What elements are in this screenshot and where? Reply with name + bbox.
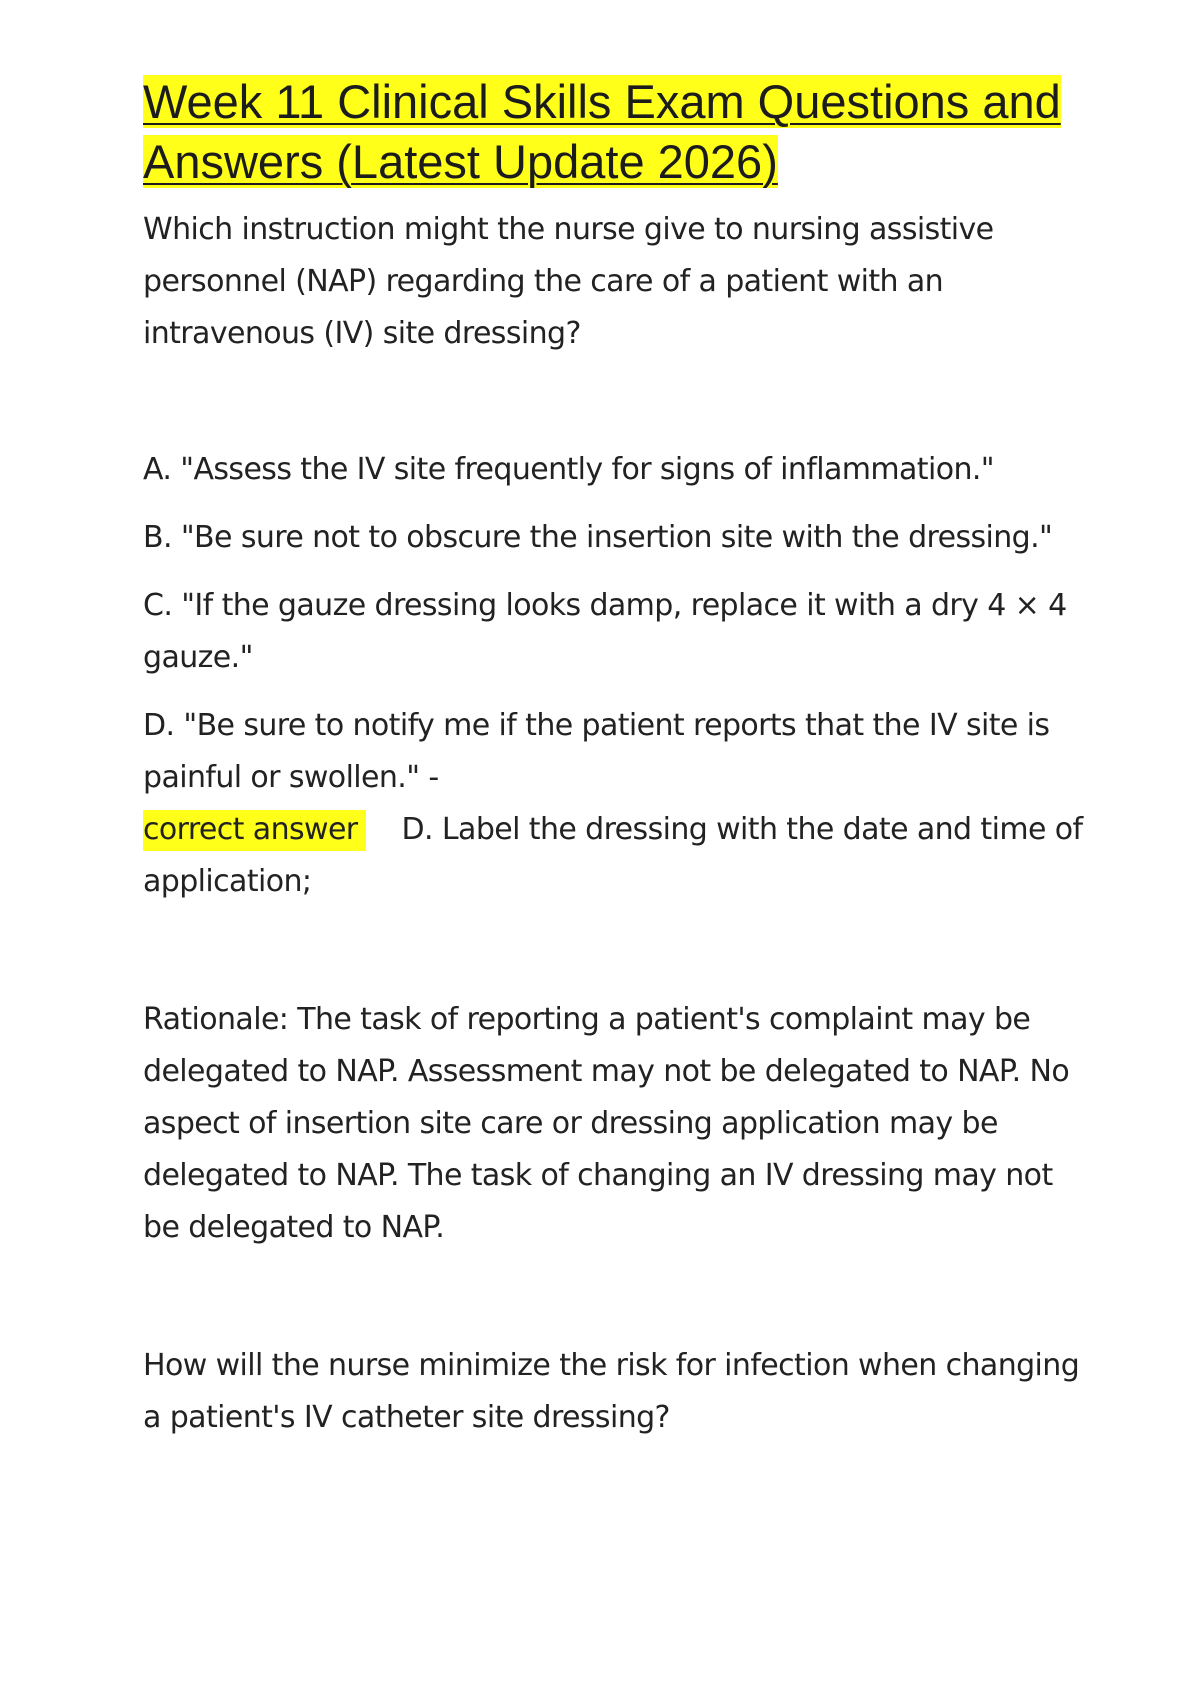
question-2-prompt: How will the nurse minimize the risk for infection when changing a patient's IV catheter site dressing?	[143, 1348, 1080, 1435]
question-1-rationale: Rationale: The task of reporting a patient's complaint may be delegated to NAP. Assessment may not be delegated to NAP. No aspect of insertion site care or dressing application may be delegated to NAP. The task of changing an IV dressing may not be delegated to NAP.	[143, 1002, 1070, 1245]
document-title	[143, 72, 1093, 192]
question-1-option-c: C. "If the gauze dressing looks damp, replace it with a dry 4 × 4 gauze."	[143, 588, 1067, 675]
question-1-answer	[143, 804, 1093, 908]
spacer	[143, 360, 1093, 444]
correct-answer-label: correct answer	[143, 810, 366, 851]
document-title-text: Week 11 Clinical Skills Exam Questions and Answers (Latest Update 2026)	[143, 75, 1061, 188]
spacer	[143, 908, 1093, 994]
question-1-prompt: Which instruction might the nurse give to nursing assistive personnel (NAP) regarding the care of a patient with an intravenous (IV) site dressing?	[143, 212, 994, 351]
correct-answer-text: D. Label the dressing with the date and time of application;	[143, 812, 1083, 899]
document-page	[143, 72, 1093, 1444]
spacer	[143, 1254, 1093, 1340]
question-1-option-a: A. "Assess the IV site frequently for signs of inflammation."	[143, 452, 994, 487]
question-1-option-d: D. "Be sure to notify me if the patient reports that the IV site is painful or swollen." -	[143, 708, 1050, 795]
question-1-option-b: B. "Be sure not to obscure the insertion site with the dressing."	[143, 520, 1053, 555]
